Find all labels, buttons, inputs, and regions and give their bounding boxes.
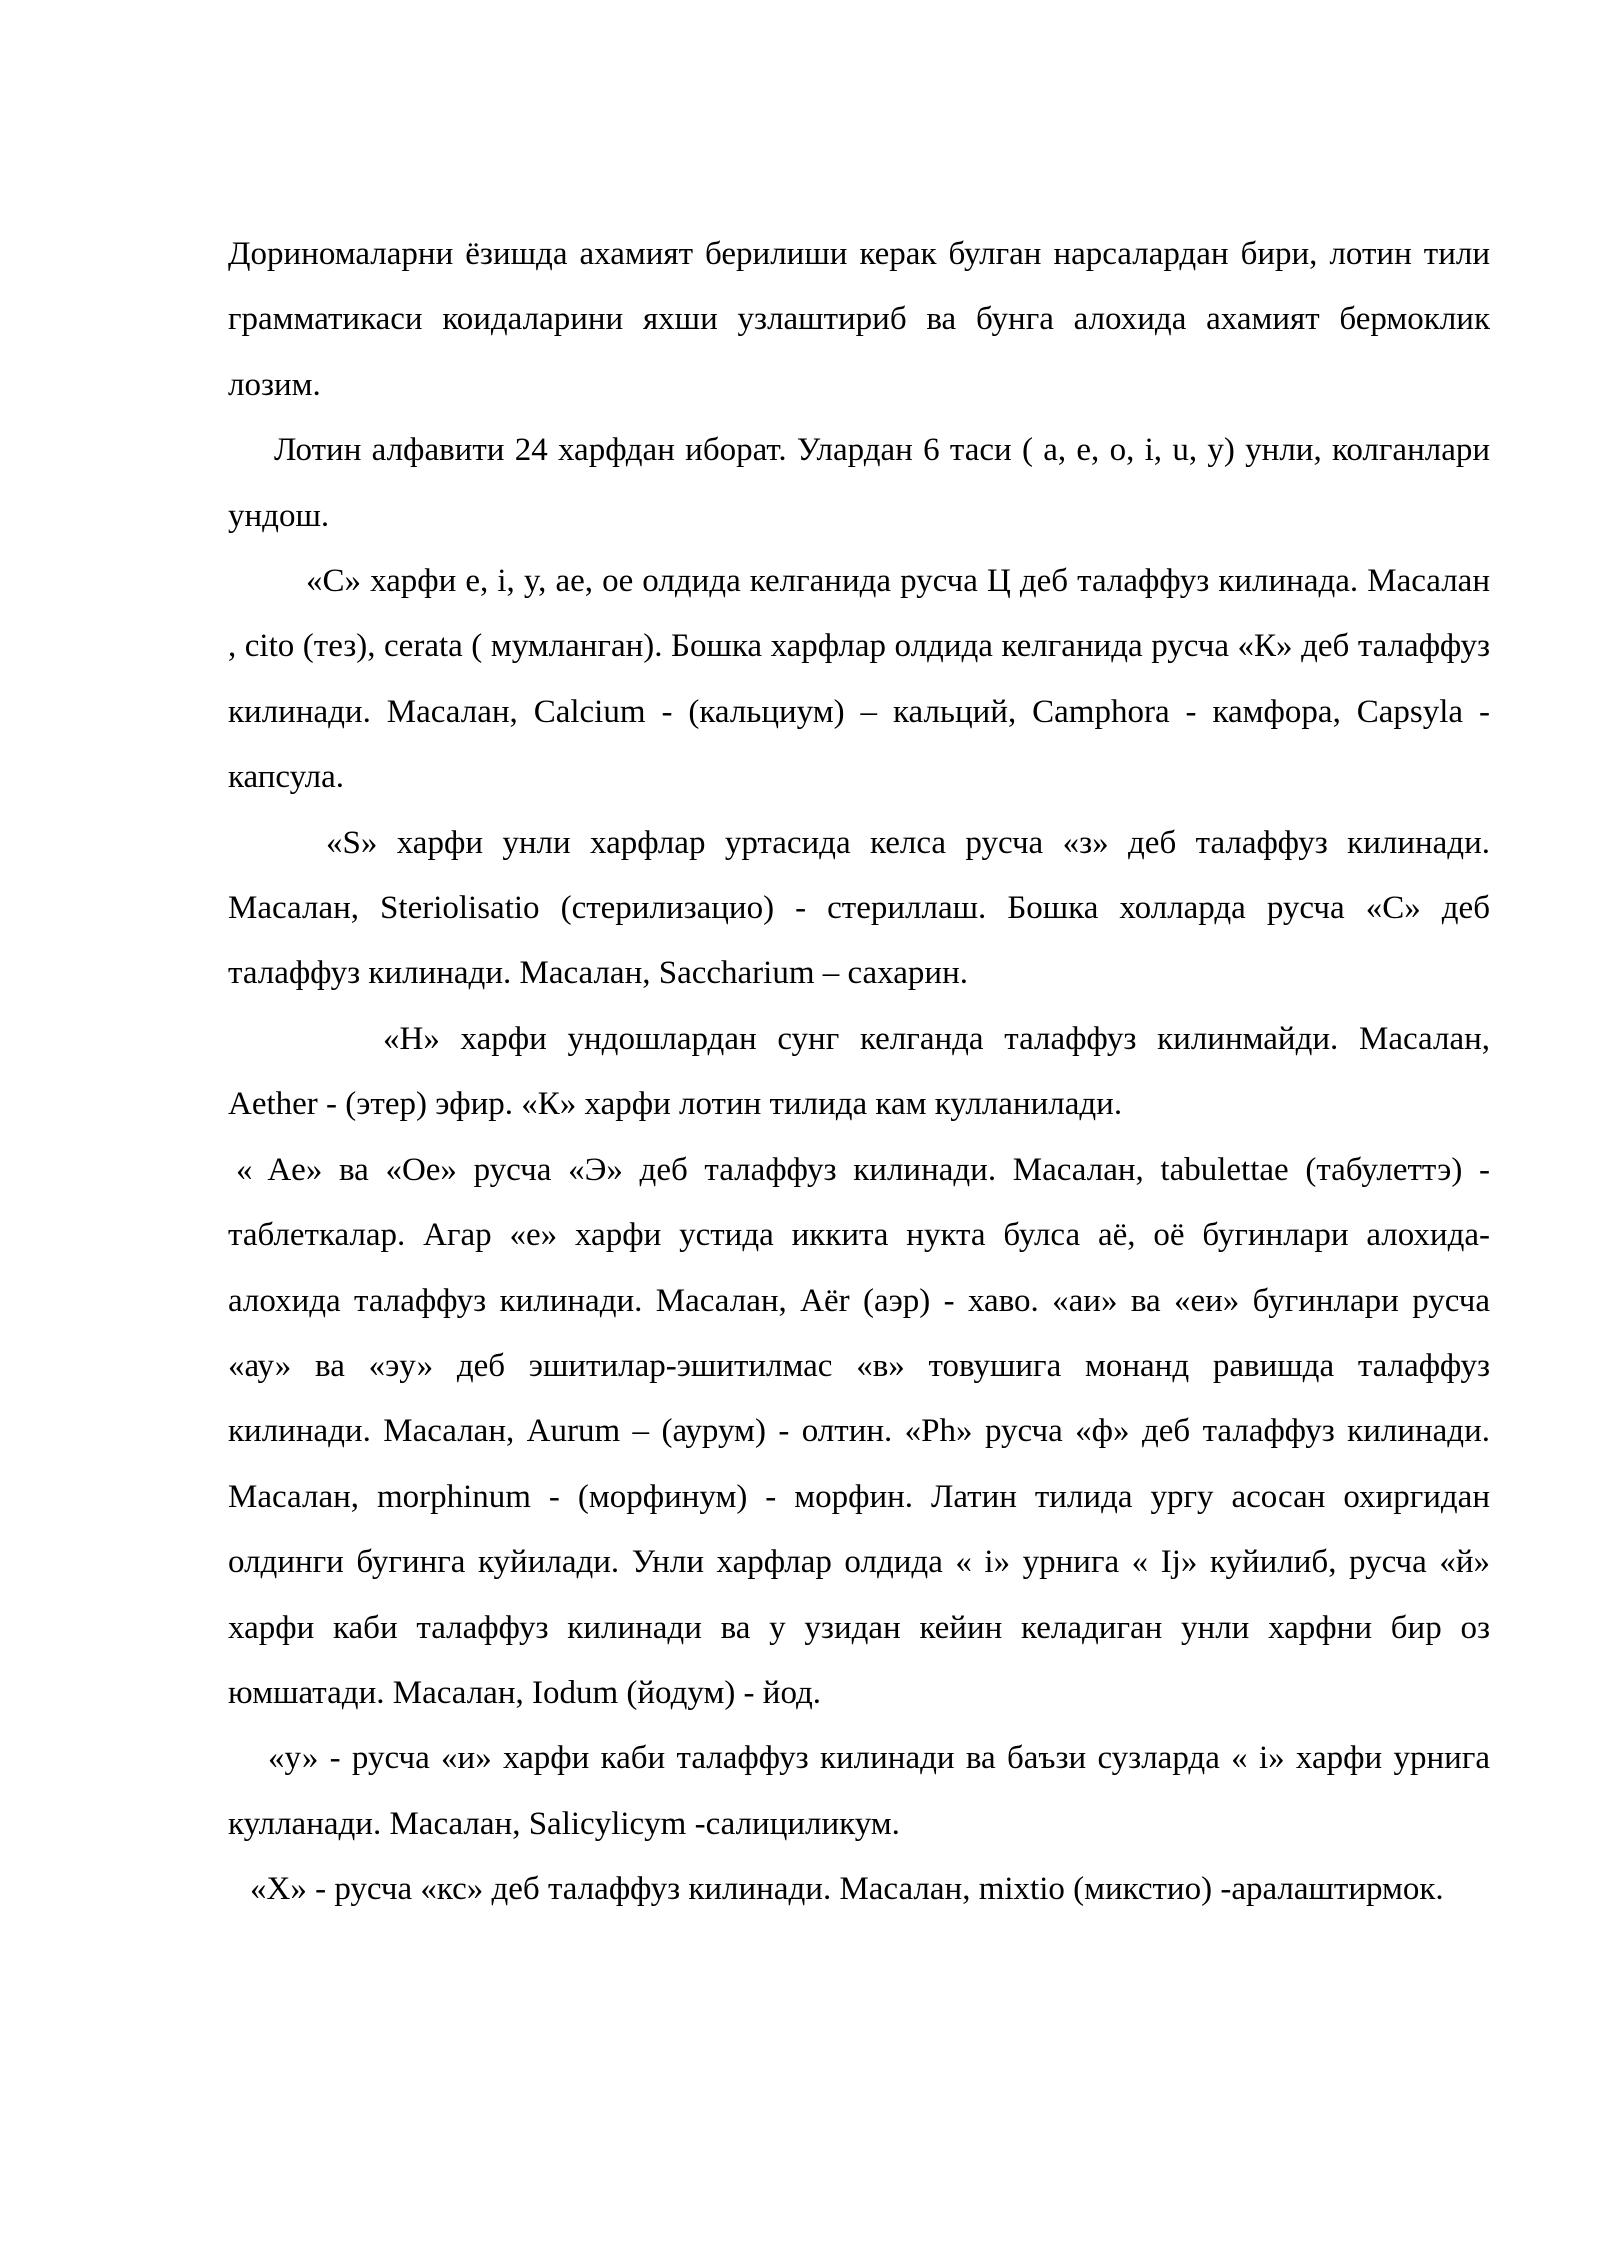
paragraph-intro: Дориномаларни ёзишда ахамият берилиши керак булган нарсалардан бири, лотин тили грамматикаси коидаларини яхши узлаштириб ва бунга алохида ахамият бермоклик лозим. <box>228 236 1490 403</box>
paragraph-diphthongs: « Ae» ва «Oe» русча «Э» деб талаффуз килинади. Масалан, tabulettae (табулеттэ) - таблеткалар. Агар «е» харфи устида иккита нукта булса аё, оё бугинлари алохида- алохида талаффуз килинади. Масалан, Aёr (аэр) - хаво. «аи» ва «еи» бугинлари русча «ау» ва «эу» деб эшитилар-эшитилмас «в» товушига монанд равишда талаффуз килинади. Масалан, Aurum – (аурум) - олтин. «Ph» русча «ф» деб талаффуз килинади. Масалан, morphinum - (морфинум) - морфин. Латин тилида ургу асосан охиргидан олдинги бугинга куйилади. Унли харфлар олдида « i» урнига « Ij» куйилиб, русча «й» харфи каби талаффуз килинади ва у узидан кейин келадиган унли харфни бир оз юмшатади. Масалан, Iodum (йодум) - йод. <box>228 1151 1490 1711</box>
paragraph-letter-s: «S» харфи унли харфлар уртасида келса русча «з» деб талаффуз килинади. Масалан, Steriolisatio (стерилизацио) - стериллаш. Бошка холларда русча «С» деб талаффуз килинади. Масалан, Saccharium – сахарин. <box>228 824 1490 992</box>
document-body <box>228 222 1490 1923</box>
paragraph-letter-h: «Н» харфи ундошлардан сунг келганда талаффуз килинмайди. Масалан, Aether - (этер) эфир. «К» харфи лотин тилида кам кулланилади. <box>228 1020 1490 1123</box>
paragraph-letter-x: «Х» - русча «кс» деб талаффуз килинади. Масалан, mixtio (микстио) -аралаштирмок. <box>250 1871 1444 1908</box>
paragraph-letter-y: «у» - русча «и» харфи каби талаффуз килинади ва баъзи сузларда « i» харфи урнига кулланади. Масалан, Salicylicym -салициликум. <box>228 1740 1490 1842</box>
paragraph-letter-c: «С» харфи e, i, y, ae, oe олдида келганида русча Ц деб талаффуз килинада. Масалан , cito (тез), cerata ( мумланган). Бошка харфлар олдида келганида русча «К» деб талаффуз килинади. Масалан, Calcium - (кальциум) – кальций, Camphora - камфора, Capsyla - капсула. <box>228 563 1490 796</box>
paragraph-alphabet: Лотин алфавити 24 харфдан иборат. Улардан 6 таси ( a, e, o, i, u, y) унли, колганлари ундош. <box>228 432 1490 534</box>
